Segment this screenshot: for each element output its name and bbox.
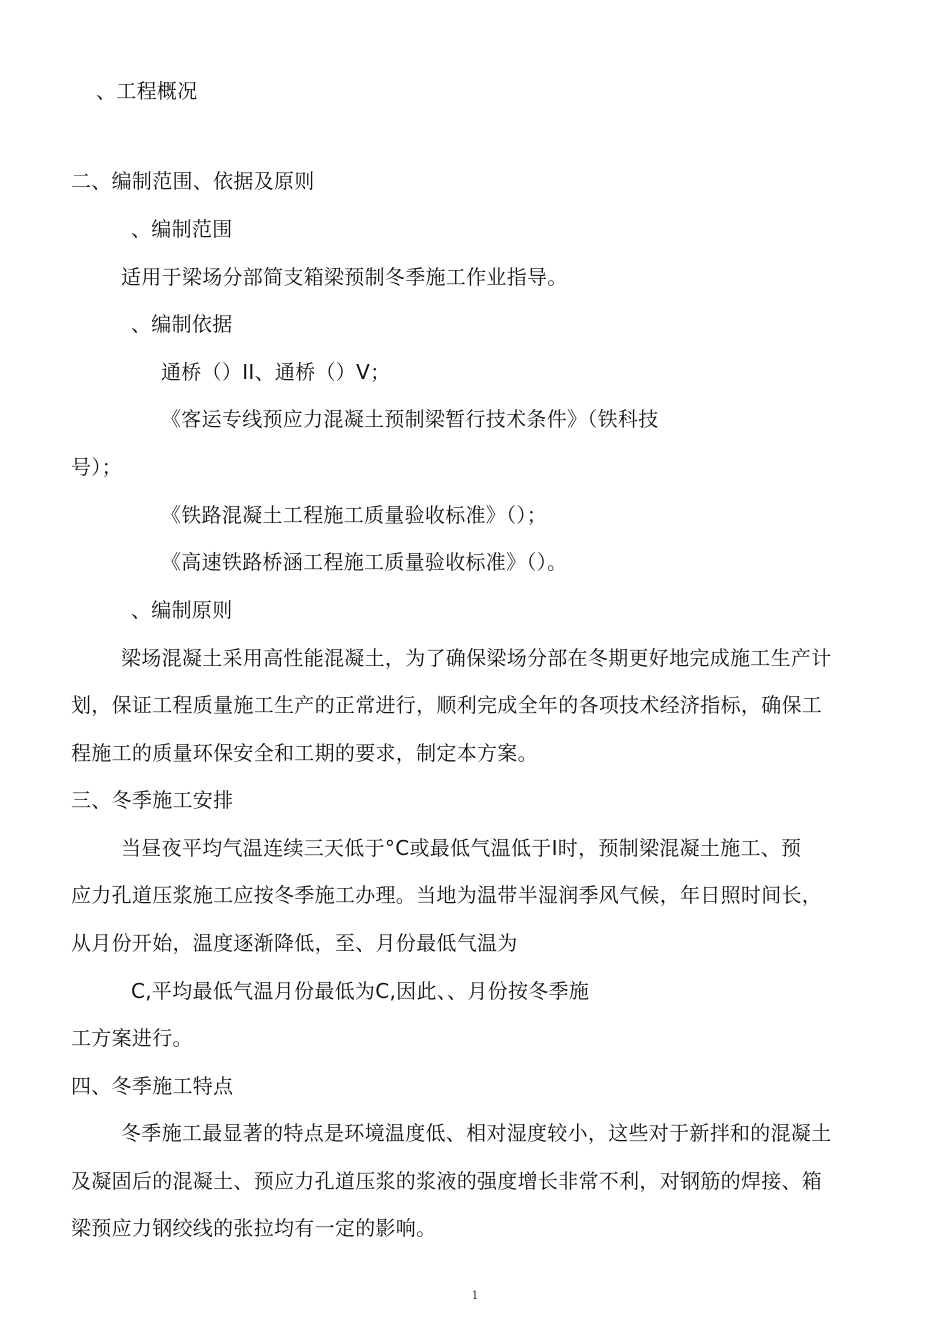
paragraph-line: 划，保证工程质量施工生产的正常进行，顺利完成全年的各项技术经济指标，确保工 — [71, 693, 823, 717]
page-number: 1 — [471, 1289, 479, 1302]
paragraph-line: 及凝固后的混凝土、预应力孔道压浆的浆液的强度增长非常不利，对钢筋的焊接、箱 — [71, 1169, 823, 1193]
section-heading-3: 三、冬季施工安排 — [71, 788, 234, 812]
section-heading-4: 四、冬季施工特点 — [71, 1074, 234, 1098]
subsection-heading-basis: 、编制依据 — [131, 312, 233, 336]
paragraph-line: 工方案进行。 — [71, 1026, 193, 1050]
paragraph-line: 冬季施工最显著的特点是环境温度低、相对湿度较小，这些对于新拌和的混凝土 — [121, 1121, 832, 1145]
paragraph-line: 应力孔道压浆施工应按冬季施工办理。当地为温带半湿润季风气候，年日照时间长， — [71, 883, 823, 907]
paragraph-line: 程施工的质量环保安全和工期的要求，制定本方案。 — [71, 741, 538, 765]
subsection-heading-scope: 、编制范围 — [131, 217, 233, 241]
subsection-heading-principles: 、编制原则 — [131, 598, 233, 622]
reference-item: 《铁路混凝土工程施工质量验收标准》（）； — [161, 503, 547, 527]
paragraph-line: C,平均最低气温月份最低为C,因此、、月份按冬季施 — [131, 979, 590, 1003]
section-heading-1: 、工程概况 — [96, 79, 198, 103]
reference-item: 《高速铁路桥涵工程施工质量验收标准》（）。 — [161, 550, 568, 574]
paragraph-line: 从月份开始，温度逐渐降低，至、月份最低气温为 — [71, 931, 518, 955]
paragraph-line: 适用于梁场分部简支箱梁预制冬季施工作业指导。 — [121, 265, 568, 289]
reference-item-continued: 号）； — [71, 455, 122, 479]
paragraph-line: 梁预应力钢绞线的张拉均有一定的影响。 — [71, 1216, 437, 1240]
paragraph-line: 梁场混凝土采用高性能混凝土，为了确保梁场分部在冬期更好地完成施工生产计 — [121, 646, 832, 670]
paragraph-line: 当昼夜平均气温连续三天低于°C或最低气温低于I时，预制梁混凝土施工、预 — [121, 836, 802, 860]
reference-item: 《客运专线预应力混凝土预制梁暂行技术条件》（铁科技 — [161, 407, 659, 431]
reference-item: 通桥（）II、通桥（）V； — [161, 360, 391, 384]
section-heading-2: 二、编制范围、依据及原则 — [71, 169, 315, 193]
